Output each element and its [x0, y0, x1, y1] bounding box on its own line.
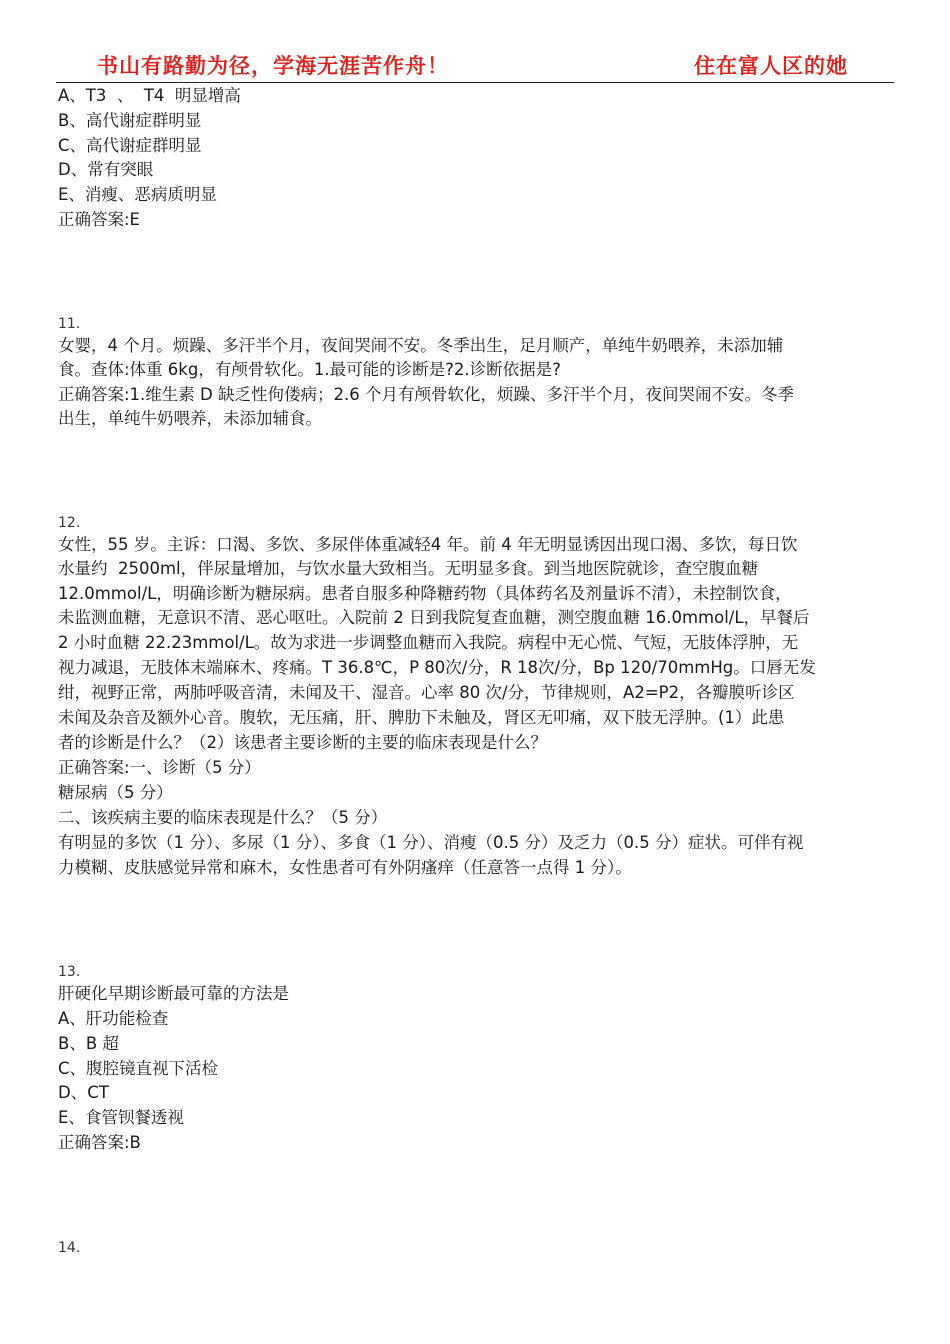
- q11-question-line: 食。查体:体重 6kg，有颅骨软化。1.最可能的诊断是?2.诊断依据是?: [58, 360, 561, 379]
- q12-question-line: 未监测血糖，无意识不清、恶心呕吐。入院前 2 日到我院复查血糖，测空腹血糖 16.0mmol/L，早餐后: [58, 608, 810, 627]
- header-author: 住在富人区的她: [694, 53, 848, 78]
- q12-question-line: 水量约 2500ml，伴尿量增加，与饮水量大致相当。无明显多食。到当地医院就诊，查空腹血糖: [58, 559, 759, 578]
- q10-answer: 正确答案:E: [58, 210, 140, 229]
- q10-option-e: E、消瘦、恶病质明显: [58, 185, 217, 204]
- q12-number: 12.: [58, 515, 81, 531]
- header-divider: [56, 82, 894, 83]
- q12-question-line: 视力减退，无肢体末端麻木、疼痛。T 36.8℃，P 80次/分，R 18次/分，Bp 120/70mmHg。口唇无发: [58, 658, 816, 677]
- q14-number: 14.: [58, 1240, 81, 1256]
- q10-option-b: B、高代谢症群明显: [58, 111, 202, 130]
- q13-option-b: B、B 超: [58, 1034, 119, 1053]
- q11-number: 11.: [58, 316, 81, 332]
- q12-question-line: 2 小时血糖 22.23mmol/L。故为求进一步调整血糖而入我院。病程中无心慌、气短，无肢体浮肿，无: [58, 633, 799, 652]
- q11-question-line: 女婴，4 个月。烦躁、多汗半个月，夜间哭闹不安。冬季出生，足月顺产，单纯牛奶喂养，未添加辅: [58, 336, 784, 355]
- q10-option-d: D、常有突眼: [58, 160, 154, 179]
- q12-answer-line: 正确答案:一、诊断（5 分）: [58, 758, 261, 777]
- q10-option-c: C、高代谢症群明显: [58, 136, 202, 155]
- q13-option-a: A、肝功能检查: [58, 1009, 169, 1028]
- q10-option-a: A、T3 、 T4 明显增高: [58, 86, 241, 105]
- q12-question-line: 女性，55 岁。主诉：口渴、多饮、多尿伴体重减轻4 年。前 4 年无明显诱因出现口渴、多饮，每日饮: [58, 535, 798, 554]
- q11-answer-line: 正确答案:1.维生素 D 缺乏性佝偻病；2.6 个月有颅骨软化，烦躁、多汗半个月，夜间哭闹不安。冬季: [58, 385, 794, 404]
- q12-question-line: 者的诊断是什么？（2）该患者主要诊断的主要的临床表现是什么？: [58, 733, 547, 752]
- q12-question-line: 绀，视野正常，两肺呼吸音清，未闻及干、湿音。心率 80 次/分，节律规则，A2=P2，各瓣膜听诊区: [58, 683, 795, 702]
- header-motto: 书山有路勤为径，学海无涯苦作舟！: [97, 53, 449, 78]
- q13-option-d: D、CT: [58, 1083, 109, 1102]
- q13-answer: 正确答案:B: [58, 1133, 141, 1152]
- q12-answer-line: 糖尿病（5 分）: [58, 783, 173, 802]
- q12-question-line: 12.0mmol/L，明确诊断为糖尿病。患者自服多种降糖药物（具体药名及剂量诉不清），未控制饮食，: [58, 584, 792, 603]
- page-header: [0, 0, 950, 90]
- q13-option-e: E、食管钡餐透视: [58, 1108, 184, 1127]
- q12-answer-line: 力模糊、皮肤感觉异常和麻木，女性患者可有外阴瘙痒（任意答一点得 1 分）。: [58, 858, 632, 877]
- q11-answer-line: 出生，单纯牛奶喂养，未添加辅食。: [58, 409, 322, 428]
- q12-question-line: 未闻及杂音及额外心音。腹软，无压痛，肝、脾肋下未触及，肾区无叩痛，双下肢无浮肿。(1）此患: [58, 708, 785, 727]
- q13-option-c: C、腹腔镜直视下活检: [58, 1059, 219, 1078]
- q12-answer-line: 有明显的多饮（1 分）、多尿（1 分）、多食（1 分）、消瘦（0.5 分）及乏力（0.5 分）症状。可伴有视: [58, 833, 804, 852]
- q13-question: 肝硬化早期诊断最可靠的方法是: [58, 984, 289, 1003]
- q12-answer-line: 二、该疾病主要的临床表现是什么？（5 分）: [58, 808, 388, 827]
- q13-number: 13.: [58, 964, 81, 980]
